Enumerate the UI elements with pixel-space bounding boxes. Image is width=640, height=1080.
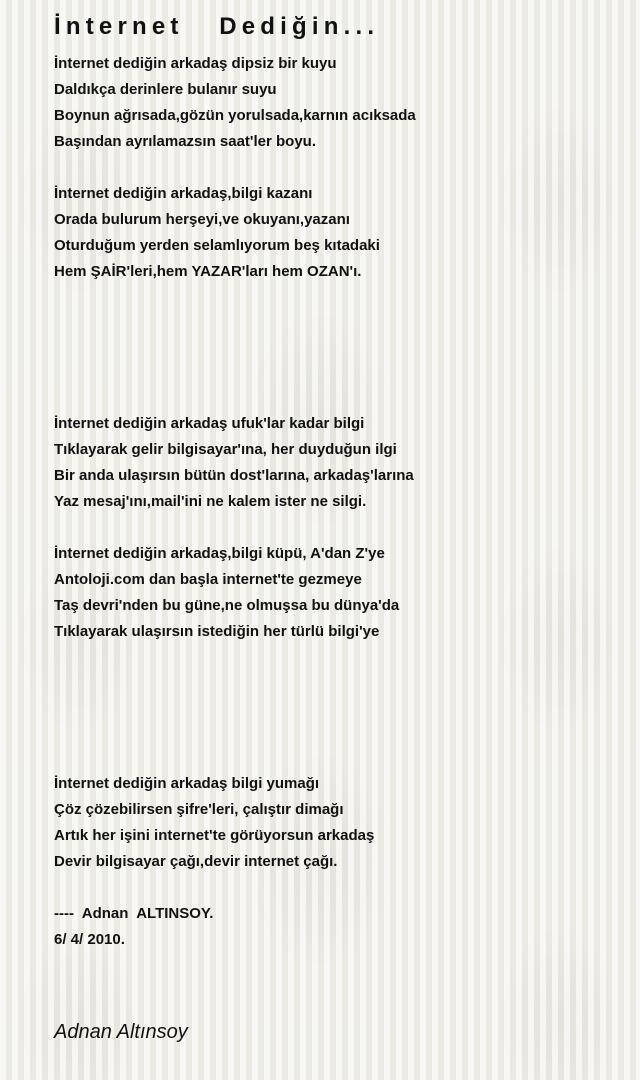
signature-block <box>54 901 213 953</box>
poem-stanza-1 <box>54 51 416 155</box>
poem-stanza-3 <box>54 411 414 515</box>
poem-line: İnternet dediğin arkadaş bilgi yumağı <box>54 775 320 792</box>
poem-line: Başından ayrılamazsın saat'ler boyu. <box>54 133 317 150</box>
poem-line: İnternet dediğin arkadaş,bilgi küpü, A'dan Z'ye <box>54 545 385 562</box>
poem-stanza-2 <box>54 181 380 285</box>
poem-title: İnternet Dediğin... <box>54 13 380 40</box>
poem-stanza-5 <box>54 771 374 875</box>
poem-line: Boynun ağrısada,gözün yorulsada,karnın acıksada <box>54 107 416 124</box>
signature-line: ---- Adnan ALTINSOY. <box>54 905 214 922</box>
poem-line: Devir bilgisayar çağı,devir internet çağı. <box>54 853 338 870</box>
poem-line: İnternet dediğin arkadaş,bilgi kazanı <box>54 185 313 202</box>
poem-line: Bir anda ulaşırsın bütün dost'larına, arkadaş'larına <box>54 467 414 484</box>
poem-line: Tıklayarak gelir bilgisayar'ına, her duyduğun ilgi <box>54 441 397 458</box>
date-line: 6/ 4/ 2010. <box>54 931 125 948</box>
poem-line: İnternet dediğin arkadaş ufuk'lar kadar bilgi <box>54 415 365 432</box>
poem-line: Çöz çözebilirsen şifre'leri, çalıştır dimağı <box>54 801 344 818</box>
poem-line: Oturduğum yerden selamlıyorum beş kıtadaki <box>54 237 380 254</box>
poem-line: İnternet dediğin arkadaş dipsiz bir kuyu <box>54 55 337 72</box>
poem-line: Hem ŞAİR'leri,hem YAZAR'ları hem OZAN'ı. <box>54 263 362 280</box>
poem-line: Antoloji.com dan başla internet'te gezmeye <box>54 571 362 588</box>
poem-line: Tıklayarak ulaşırsın istediğin her türlü bilgi'ye <box>54 623 380 640</box>
author-name: Adnan Altınsoy <box>54 1021 188 1043</box>
poem-line: Yaz mesaj'ını,mail'ini ne kalem ister ne silgi. <box>54 493 367 510</box>
poem-line: Artık her işini internet'te görüyorsun arkadaş <box>54 827 375 844</box>
poem-line: Orada bulurum herşeyi,ve okuyanı,yazanı <box>54 211 350 228</box>
poem-line: Daldıkça derinlere bulanır suyu <box>54 81 277 98</box>
poem-stanza-4 <box>54 541 399 645</box>
poem-line: Taş devri'nden bu güne,ne olmuşsa bu dünya'da <box>54 597 400 614</box>
